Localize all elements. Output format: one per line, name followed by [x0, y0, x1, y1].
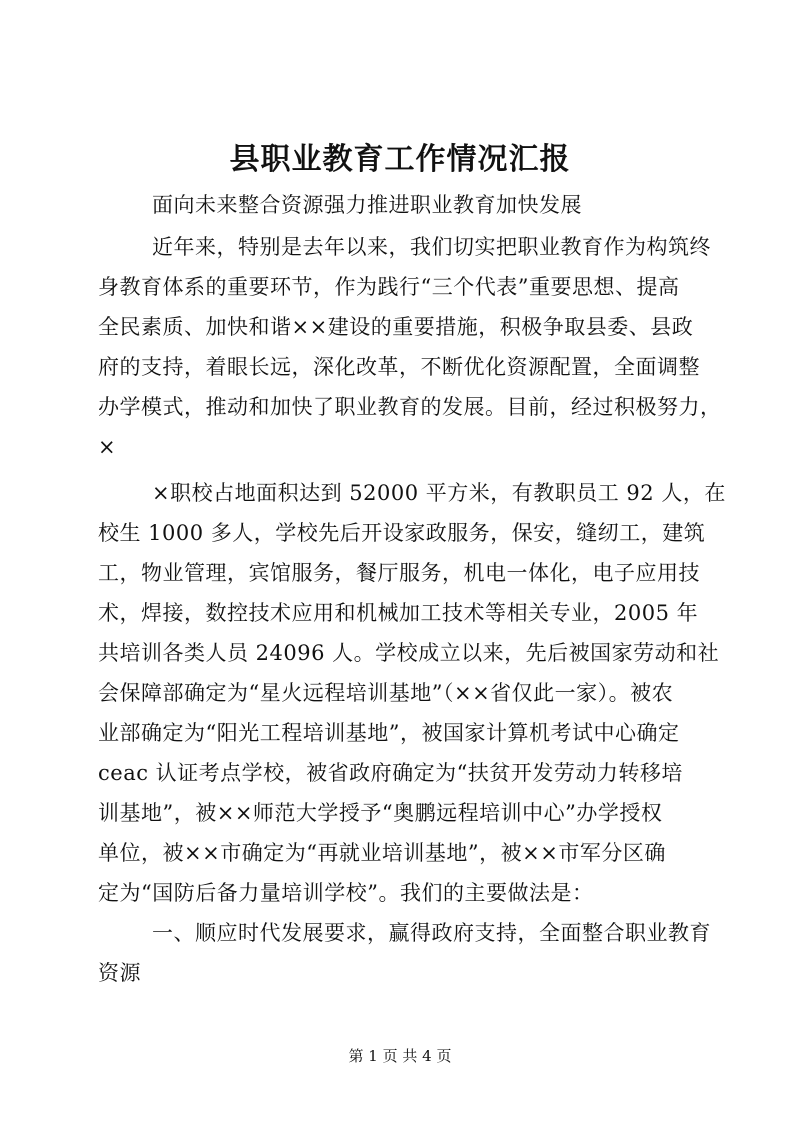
paragraph-line: 近年来，特别是去年以来，我们切实把职业教育作为构筑终: [152, 235, 711, 259]
paragraph-line: 校生 1000 多人，学校先后开设家政服务，保安，缝纫工，建筑: [98, 521, 706, 545]
paragraph-line: ×职校占地面积达到 52000 平方米，有教职员工 92 人，在: [152, 481, 726, 505]
paragraph-line: 共培训各类人员 24096 人。学校成立以来，先后被国家劳动和社: [98, 641, 720, 665]
paragraph-line: ceac 认证考点学校，被省政府确定为“扶贫开发劳动力转移培: [98, 761, 683, 785]
paragraph-line: 单位，被××市确定为“再就业培训基地”，被××市军分区确: [98, 841, 666, 865]
paragraph-line: 工，物业管理，宾馆服务，餐厅服务，机电一体化，电子应用技: [98, 561, 700, 585]
paragraph-line: 办学模式，推动和加快了职业教育的发展。目前，经过积极努力，: [98, 395, 722, 419]
paragraph-line: 府的支持，着眼长远，深化改革，不断优化资源配置，全面调整: [98, 355, 700, 379]
paragraph-line: 一、顺应时代发展要求，赢得政府支持，全面整合职业教育: [152, 921, 711, 945]
paragraph-line: 身教育体系的重要环节，作为践行“三个代表”重要思想、提高: [98, 275, 680, 299]
page-title: 县职业教育工作情况汇报: [229, 142, 571, 177]
paragraph-line: ×: [98, 435, 117, 459]
paragraph-line: 业部确定为“阳光工程培训基地”，被国家计算机考试中心确定: [98, 721, 680, 745]
paragraph-line: 训基地”，被××师范大学授予“奥鹏远程培训中心”办学授权: [98, 801, 663, 825]
page-footer: 第 1 页 共 4 页: [348, 1047, 452, 1065]
paragraph-line: 术，焊接，数控技术应用和机械加工技术等相关专业，2005 年: [98, 601, 699, 625]
paragraph-line: 定为“国防后备力量培训学校”。我们的主要做法是：: [98, 881, 594, 905]
subtitle: 面向未来整合资源强力推进职业教育加快发展: [152, 193, 582, 217]
paragraph-line: 会保障部确定为“星火远程培训基地”（××省仅此一家）。被农: [98, 681, 674, 705]
paragraph-line: 全民素质、加快和谐××建设的重要措施，积极争取县委、县政: [98, 315, 694, 339]
paragraph-line: 资源: [98, 961, 141, 985]
